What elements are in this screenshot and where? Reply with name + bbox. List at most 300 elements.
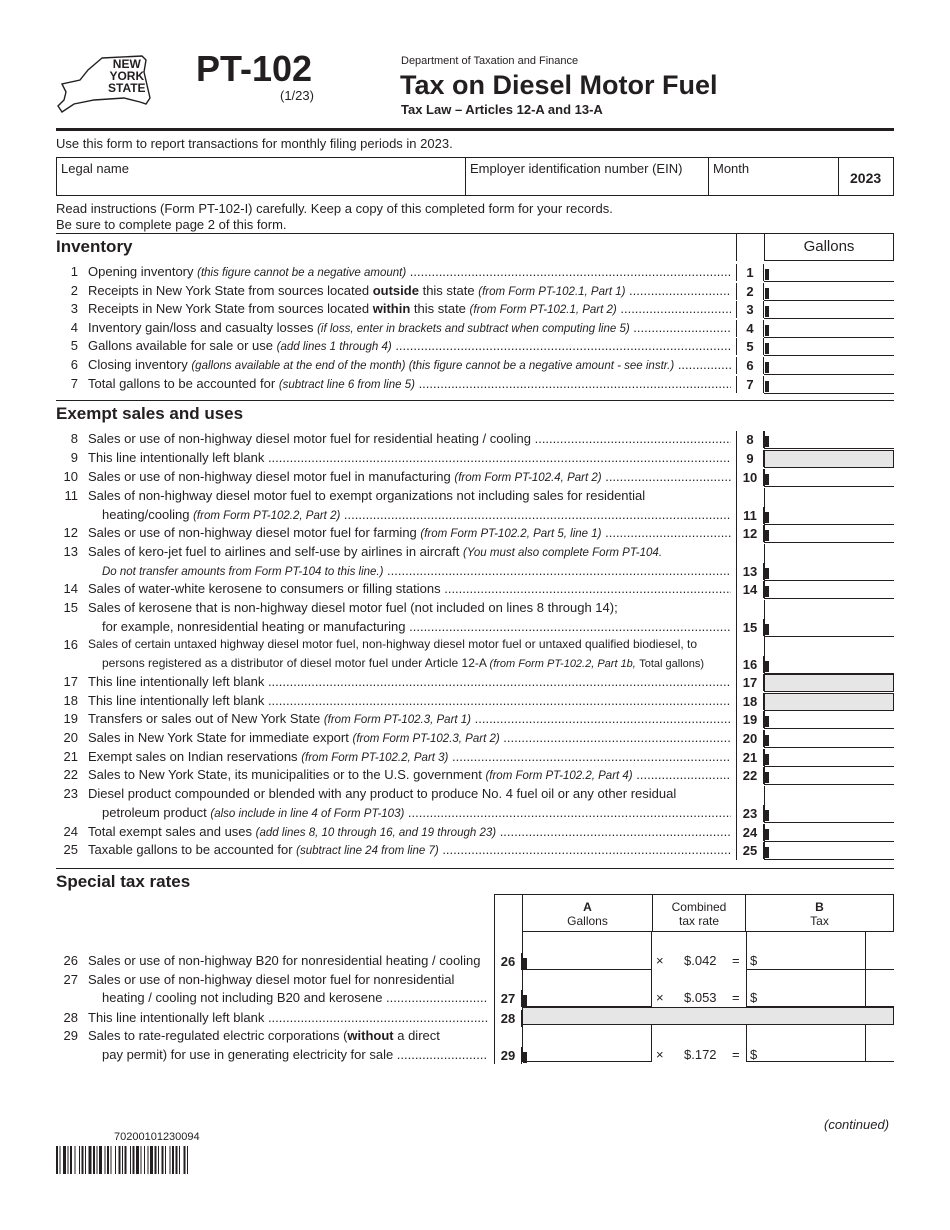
line-text-2: for example, nonresidential heating or manufacturing xyxy=(102,619,406,634)
entry-marker xyxy=(523,958,527,969)
entry-marker xyxy=(765,847,769,858)
entry-marker xyxy=(765,512,769,523)
special-rule xyxy=(56,868,894,869)
barcode-bar xyxy=(56,1146,58,1174)
line-box-number: 8 xyxy=(736,431,764,448)
line-text: Sales of non-highway diesel motor fuel to exempt organizations not including sales for residential xyxy=(88,488,646,503)
logo-line-2: YORK xyxy=(109,69,145,83)
line-text: Receipts in New York State from sources located xyxy=(88,283,370,298)
col-b-cents-input[interactable] xyxy=(866,1025,894,1062)
line-text-2: heating / cooling not including B20 and kerosene xyxy=(102,990,383,1005)
line-description xyxy=(88,674,731,689)
line-text: Inventory gain/loss and casualty losses xyxy=(88,320,314,335)
line-description-cont xyxy=(102,619,731,634)
line-description xyxy=(88,637,748,651)
line-number: 20 xyxy=(63,730,78,745)
form-id: PT-102 xyxy=(196,48,313,89)
line-text: Opening inventory xyxy=(88,264,194,279)
line-text: Receipts in New York State from sources located xyxy=(88,301,370,316)
line-box-number: 11 xyxy=(736,507,764,524)
line-text: Sales to rate-regulated electric corporations ( xyxy=(88,1028,348,1043)
line-description xyxy=(88,283,731,298)
line-number: 18 xyxy=(63,693,78,708)
line-number: 21 xyxy=(63,749,78,764)
line-box-number: 25 xyxy=(736,842,764,859)
times-sign: × xyxy=(656,990,664,1005)
col-a-gallons-input[interactable] xyxy=(522,1025,652,1062)
dollar-sign: $ xyxy=(750,953,758,968)
line-description xyxy=(88,431,731,446)
line-text: Sales of kerosene that is non-highway diesel motor fuel (not included on lines 8 through 14); xyxy=(88,600,618,615)
col-b-tax-input[interactable] xyxy=(746,1025,866,1062)
gallons-input[interactable] xyxy=(764,264,894,282)
line-description xyxy=(88,544,748,559)
line-description-cont xyxy=(102,507,731,522)
line-text-2: pay permit) for use in generating electricity for sale xyxy=(102,1047,394,1062)
legal-name-label: Legal name xyxy=(61,161,129,176)
gallons-input[interactable] xyxy=(764,842,894,860)
equals-sign: = xyxy=(732,990,740,1005)
tax-rate: $.042 xyxy=(684,953,717,968)
gallons-input[interactable] xyxy=(764,637,894,674)
line-note: (from Form PT-102.3, Part 1) xyxy=(323,714,472,726)
line-description xyxy=(88,824,731,839)
line-number: 14 xyxy=(63,581,78,596)
year-value: 2023 xyxy=(850,170,882,186)
line-note: (You must also complete Form PT-104. xyxy=(463,547,663,559)
line-number: 16 xyxy=(63,637,78,652)
barcode-bar xyxy=(99,1146,102,1174)
barcode-bar xyxy=(165,1146,166,1174)
line-box-number: 29 xyxy=(494,1047,522,1064)
line-text: Sales of certain untaxed highway diesel motor fuel, non-highway diesel motor fuel or untaxed qualified biodiesel, to xyxy=(88,637,698,651)
line-text: This line intentionally left blank xyxy=(88,674,265,689)
barcode-bar xyxy=(150,1146,153,1174)
barcode-bar xyxy=(125,1146,127,1174)
gallons-label: Gallons xyxy=(803,238,855,255)
line-number: 2 xyxy=(70,283,78,298)
barcode-bar xyxy=(111,1146,112,1174)
barcode-bar xyxy=(82,1146,84,1174)
barcode-bar xyxy=(119,1146,121,1174)
entry-marker xyxy=(765,530,769,541)
line-box-number: 27 xyxy=(494,990,522,1007)
barcode-bar xyxy=(187,1146,188,1174)
line-description xyxy=(88,1010,488,1025)
gallons-input[interactable] xyxy=(764,544,894,581)
line-description xyxy=(88,525,731,540)
col-b-letter: B xyxy=(815,900,824,914)
line-note: (subtract line 6 from line 5) xyxy=(278,379,415,391)
year-box xyxy=(838,157,894,196)
line-number: 19 xyxy=(63,711,78,726)
line-number: 25 xyxy=(63,842,78,857)
line-description xyxy=(88,301,731,316)
line-description xyxy=(88,376,731,391)
entry-marker xyxy=(765,381,769,392)
inventory-box-col xyxy=(736,233,737,261)
entry-marker xyxy=(765,288,769,299)
line-note: (from Form PT-102.2, Part 3) xyxy=(301,752,449,764)
barcode-bar xyxy=(130,1146,131,1174)
special-heading: Special tax rates xyxy=(56,872,191,891)
line-box-number: 14 xyxy=(736,581,764,598)
gallons-input[interactable] xyxy=(764,749,894,767)
col-b-tax-input[interactable] xyxy=(746,932,866,970)
line-description xyxy=(88,338,731,353)
line-note: (from Form PT-102.2, Part 2) xyxy=(193,510,341,522)
line-box-number: 20 xyxy=(736,730,764,747)
gallons-input[interactable] xyxy=(764,283,894,301)
line-number: 15 xyxy=(63,600,78,615)
blank-line-shading xyxy=(764,674,894,692)
line-text: Total gallons to be accounted for xyxy=(88,376,276,391)
entry-marker xyxy=(765,325,769,336)
month-field[interactable] xyxy=(709,158,839,195)
barcode-bar xyxy=(184,1146,186,1174)
barcode-number: 70200101230094 xyxy=(114,1131,200,1143)
line-text: Sales to New York State, its municipalities or to the U.S. government xyxy=(88,767,482,782)
line-box-number: 28 xyxy=(494,1010,522,1027)
line-box-number: 18 xyxy=(736,693,764,710)
line-number: 24 xyxy=(63,824,78,839)
gallons-input[interactable] xyxy=(764,767,894,785)
tax-rate: $.172 xyxy=(684,1047,717,1062)
barcode-bar xyxy=(148,1146,149,1174)
line-text: Sales or use of non-highway B20 for nonresidential heating / cooling xyxy=(88,953,481,968)
line-text: Transfers or sales out of New York State xyxy=(88,711,321,726)
gallons-input[interactable] xyxy=(764,824,894,842)
line-text: Sales of water-white kerosene to consumers or filling stations xyxy=(88,581,441,596)
dollar-sign: $ xyxy=(750,990,758,1005)
line-text: This line intentionally left blank xyxy=(88,693,265,708)
line-number: 12 xyxy=(63,525,78,540)
line-text: This line intentionally left blank xyxy=(88,450,265,465)
line-note-2: Total gallons) xyxy=(639,658,705,670)
line-description-cont xyxy=(102,1047,488,1062)
header-rule xyxy=(56,128,894,131)
col-a-gallons-input[interactable] xyxy=(522,970,652,1007)
exempt-box-col xyxy=(736,431,737,860)
line-bold-text: within xyxy=(372,301,411,316)
line-description xyxy=(88,786,748,801)
barcode-bar xyxy=(158,1146,159,1174)
line-box-number: 21 xyxy=(736,749,764,766)
ein-label: Employer identification number (EIN) xyxy=(470,161,683,176)
line-number: 13 xyxy=(63,544,78,559)
line-description xyxy=(88,1028,488,1043)
gallons-input[interactable] xyxy=(764,320,894,338)
barcode-bar xyxy=(172,1146,174,1174)
line-box-number: 10 xyxy=(736,469,764,486)
line-note: (if loss, enter in brackets and subtract when computing line 5) xyxy=(317,323,630,335)
times-sign: × xyxy=(656,953,664,968)
line-text: Sales or use of non-highway diesel motor fuel for nonresidential xyxy=(88,972,455,987)
ein-field[interactable] xyxy=(466,158,708,195)
line-note: (from Form PT-102.2, Part 4) xyxy=(485,770,633,782)
col-a-letter: A xyxy=(583,900,592,914)
barcode-bar xyxy=(105,1146,106,1174)
col-b-cents-input[interactable] xyxy=(866,970,894,1007)
logo-line-3: STATE xyxy=(108,81,146,95)
entry-marker xyxy=(765,661,769,672)
line-note: (subtract line 24 from line 7) xyxy=(296,845,439,857)
line-box-number: 15 xyxy=(736,619,764,636)
entry-marker xyxy=(765,772,769,783)
instructions-line-1: Read instructions (Form PT-102-I) carefully. Keep a copy of this completed form for your records. xyxy=(56,201,613,216)
line-description xyxy=(88,842,731,857)
line-box-number: 3 xyxy=(736,301,764,318)
line-note: (add lines 1 through 4) xyxy=(276,341,392,353)
line-box-number: 5 xyxy=(736,338,764,355)
line-description xyxy=(88,972,488,987)
entry-marker xyxy=(523,1052,527,1063)
blank-line-shading xyxy=(764,693,894,711)
line-text-2: this state xyxy=(413,301,466,316)
line-number: 9 xyxy=(70,450,78,465)
line-description xyxy=(88,264,731,279)
col-b-sub: Tax xyxy=(810,914,829,928)
special-top-rule xyxy=(494,894,522,895)
line-note: (add lines 8, 10 through 16, and 19 through 23) xyxy=(255,827,497,839)
line-box-number: 13 xyxy=(736,563,764,580)
instructions-line-2: Be sure to complete page 2 of this form. xyxy=(56,217,287,232)
line-box-number: 19 xyxy=(736,711,764,728)
special-col-b-header xyxy=(746,894,894,932)
entry-marker xyxy=(765,436,769,447)
line-description xyxy=(88,749,731,764)
line-description-cont xyxy=(102,805,731,820)
line-number: 1 xyxy=(70,264,78,279)
line-description xyxy=(88,600,748,615)
gallons-input[interactable] xyxy=(764,488,894,525)
line-box-number: 17 xyxy=(736,674,764,691)
gallons-input[interactable] xyxy=(764,431,894,449)
line-text: Sales of kero-jet fuel to airlines and self-use by airlines in aircraft xyxy=(88,544,460,559)
barcode-bar xyxy=(176,1146,178,1174)
entry-marker xyxy=(765,754,769,765)
blank-line-shading xyxy=(522,1007,894,1025)
gallons-column-header xyxy=(764,233,894,261)
line-number: 22 xyxy=(63,767,78,782)
line-note: (from Form PT-102.1, Part 2) xyxy=(469,304,617,316)
barcode-icon xyxy=(56,1146,268,1174)
line-note: (gallons available at the end of the month) (this figure cannot be a negative amount - see instr.) xyxy=(191,360,675,372)
line-description xyxy=(88,488,748,503)
line-note: (this figure cannot be a negative amount) xyxy=(197,267,407,279)
line-note: (from Form PT-102.2, Part 5, line 1) xyxy=(420,528,602,540)
gallons-input[interactable] xyxy=(764,730,894,748)
barcode-bar xyxy=(136,1146,139,1174)
barcode-bar xyxy=(63,1146,66,1174)
line-description xyxy=(88,730,731,745)
barcode-bar xyxy=(179,1146,180,1174)
barcode-bar xyxy=(93,1146,95,1174)
line-number: 27 xyxy=(63,972,78,987)
form-revision: (1/23) xyxy=(280,88,314,103)
barcode-bar xyxy=(107,1146,109,1174)
barcode-bar xyxy=(122,1146,123,1174)
line-text: Diesel product compounded or blended with any product to produce No. 4 fuel oil or any other residual xyxy=(88,786,677,801)
gallons-input[interactable] xyxy=(764,711,894,729)
col-b-cents-input[interactable] xyxy=(866,932,894,970)
line-text: Sales in New York State for immediate export xyxy=(88,730,349,745)
gallons-input[interactable] xyxy=(764,786,894,823)
line-box-number: 4 xyxy=(736,320,764,337)
gallons-input[interactable] xyxy=(764,600,894,637)
barcode-bar xyxy=(70,1146,72,1174)
line-number: 28 xyxy=(63,1010,78,1025)
line-text: This line intentionally left blank xyxy=(88,1010,265,1025)
line-note: (from Form PT-102.4, Part 2) xyxy=(454,472,602,484)
line-number: 7 xyxy=(70,376,78,391)
form-title: Tax on Diesel Motor Fuel xyxy=(400,70,718,100)
entry-marker xyxy=(765,716,769,727)
department-name: Department of Taxation and Finance xyxy=(401,55,579,67)
line-box-number: 1 xyxy=(736,264,764,281)
entry-marker xyxy=(765,810,769,821)
barcode-bar xyxy=(133,1146,135,1174)
line-bold-text: outside xyxy=(372,283,419,298)
gallons-input[interactable] xyxy=(764,376,894,394)
exempt-rule xyxy=(56,400,894,401)
line-note: Do not transfer amounts from Form PT-104 to this line.) xyxy=(102,566,384,578)
intro-text: Use this form to report transactions for monthly filing periods in 2023. xyxy=(56,136,453,151)
barcode-bar xyxy=(170,1146,171,1174)
col-a-gallons-input[interactable] xyxy=(522,932,652,970)
tax-rate: $.053 xyxy=(684,990,717,1005)
line-text: Exempt sales on Indian reservations xyxy=(88,749,298,764)
line-description xyxy=(88,469,731,484)
gallons-input[interactable] xyxy=(764,301,894,319)
gallons-input[interactable] xyxy=(764,469,894,487)
barcode-bar xyxy=(68,1146,69,1174)
entry-marker xyxy=(765,269,769,280)
gallons-input[interactable] xyxy=(764,581,894,599)
line-description xyxy=(88,357,731,372)
line-box-number: 22 xyxy=(736,767,764,784)
line-number: 29 xyxy=(63,1028,78,1043)
entry-marker xyxy=(765,586,769,597)
entry-marker xyxy=(765,474,769,485)
rate-header-2: tax rate xyxy=(678,914,720,928)
barcode-bar xyxy=(97,1146,98,1174)
line-text-2: heating/cooling xyxy=(102,507,190,522)
line-text: Closing inventory xyxy=(88,357,188,372)
line-box-number: 26 xyxy=(494,953,522,970)
barcode-bar xyxy=(75,1146,76,1174)
entry-marker xyxy=(765,735,769,746)
line-number: 17 xyxy=(63,674,78,689)
line-number: 11 xyxy=(64,488,78,503)
col-a-sub: Gallons xyxy=(567,914,608,928)
blank-line-shading xyxy=(764,450,894,468)
line-text: Total exempt sales and uses xyxy=(88,824,253,839)
special-box-col xyxy=(494,894,495,1062)
state-logo-text xyxy=(108,58,146,94)
entry-marker xyxy=(765,829,769,840)
equals-sign: = xyxy=(732,953,740,968)
line-text: Taxable gallons to be accounted for xyxy=(88,842,293,857)
line-text: Sales or use of non-highway diesel motor fuel for farming xyxy=(88,525,417,540)
entry-marker xyxy=(765,306,769,317)
line-box-number: 16 xyxy=(736,656,764,673)
special-col-a-header xyxy=(522,894,652,932)
continued-text: (continued) xyxy=(824,1117,890,1132)
gallons-input[interactable] xyxy=(764,338,894,356)
barcode-bar xyxy=(155,1146,157,1174)
line-text-b: a direct xyxy=(393,1028,440,1043)
line-number: 5 xyxy=(70,338,78,353)
line-description xyxy=(88,581,731,596)
line-number: 3 xyxy=(70,301,78,316)
line-text: Gallons available for sale or use xyxy=(88,338,273,353)
line-box-number: 7 xyxy=(736,376,764,393)
legal-name-field[interactable] xyxy=(57,158,465,195)
rate-header-1: Combined xyxy=(671,900,727,914)
barcode-bar xyxy=(144,1146,145,1174)
entry-marker xyxy=(523,995,527,1006)
line-description xyxy=(88,767,731,782)
line-description-cont xyxy=(102,990,488,1005)
line-description xyxy=(88,953,488,968)
line-number: 6 xyxy=(70,357,78,372)
entry-marker xyxy=(765,362,769,373)
month-label: Month xyxy=(713,161,750,176)
barcode-bar xyxy=(85,1146,86,1174)
line-box-number: 9 xyxy=(736,450,764,467)
line-text: Sales or use of non-highway diesel motor fuel for residential heating / cooling xyxy=(88,431,531,446)
gallons-input[interactable] xyxy=(764,525,894,543)
line-box-number: 23 xyxy=(736,805,764,822)
special-rate-header xyxy=(652,894,746,932)
line-note: (from Form PT-102.2, Part 1b, xyxy=(489,658,636,670)
barcode-bar xyxy=(79,1146,80,1174)
line-note: (from Form PT-102.1, Part 1) xyxy=(478,286,626,298)
line-text-2: this state xyxy=(422,283,475,298)
entry-marker xyxy=(765,343,769,354)
form-subtitle: Tax Law – Articles 12-A and 13-A xyxy=(401,102,603,117)
barcode-bar xyxy=(115,1146,116,1174)
line-text: Sales or use of non-highway diesel motor fuel in manufacturing xyxy=(88,469,451,484)
line-description xyxy=(88,320,731,335)
barcode-bar xyxy=(89,1146,92,1174)
barcode-bar xyxy=(60,1146,61,1174)
entry-marker xyxy=(765,568,769,579)
line-box-number: 6 xyxy=(736,357,764,374)
line-text-2: petroleum product xyxy=(102,805,207,820)
line-number: 23 xyxy=(63,786,78,801)
line-number: 26 xyxy=(63,953,78,968)
col-b-tax-input[interactable] xyxy=(746,970,866,1007)
line-text-2: persons registered as a distributor of diesel motor fuel under Article 12-A xyxy=(102,656,487,670)
line-description xyxy=(88,711,731,726)
line-note: (also include in line 4 of Form PT-103) xyxy=(210,808,405,820)
line-description xyxy=(88,693,731,708)
equals-sign: = xyxy=(732,1047,740,1062)
barcode-bar xyxy=(162,1146,164,1174)
line-number: 10 xyxy=(63,469,78,484)
entry-marker xyxy=(765,624,769,635)
times-sign: × xyxy=(656,1047,664,1062)
line-number: 4 xyxy=(70,320,78,335)
line-box-number: 12 xyxy=(736,525,764,542)
gallons-input[interactable] xyxy=(764,357,894,375)
line-description-cont xyxy=(102,563,731,578)
line-box-number: 24 xyxy=(736,824,764,841)
line-number: 8 xyxy=(70,431,78,446)
dollar-sign: $ xyxy=(750,1047,758,1062)
